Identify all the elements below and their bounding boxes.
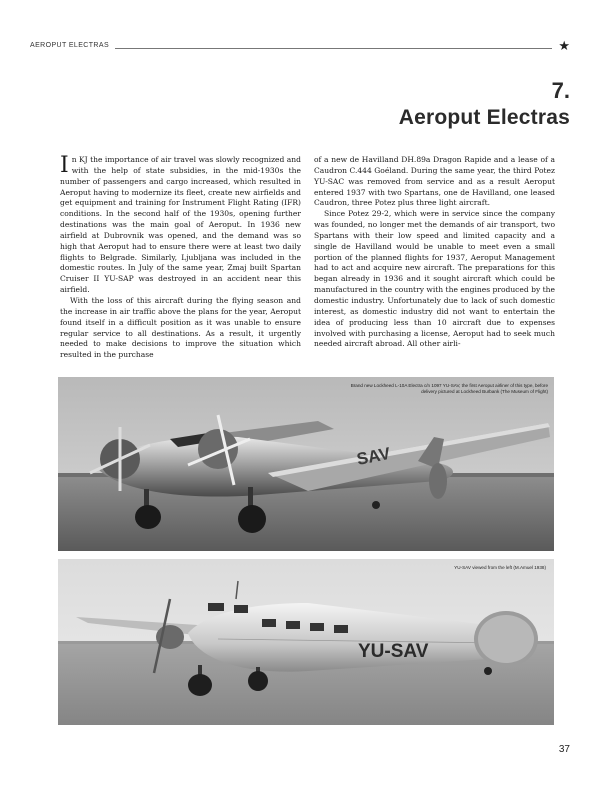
aircraft-photo-2 (58, 559, 554, 725)
body-text (60, 155, 555, 365)
aircraft-photo-1 (58, 377, 554, 551)
header-rule (115, 48, 552, 49)
paragraph: With the loss of this aircraft during the flying season and the increase in air traffic above the plans for the year, Aeroput found itself in a difficult position as it was unable to ensure regular service to all destinations. As a result, it urgently needed to make decisions to improve the situation which resulted in the purchase (60, 295, 301, 360)
chapter-number: 7. (551, 78, 570, 103)
running-head-text: AEROPUT ELECTRAS (30, 42, 110, 49)
paragraph: In KJ the importance of air travel was slowly recognized and with the help of state subsidies, in the mid-1930s the number of passengers and cargo increased, which resulted in Aeroput having to modernize its fleet, create new airfields and get equipment and training for Instrument Flight Rating (IFR) conditions. In the second half of the 1930s, opening further destinations was the main goal of Aeroput. In 1936 new airfield at Dubrovnik was opened, and the demand was so high that Aeroput had to ensure there were at least two daily flights to Belgrade. Similarly, Ljubljana was included in the domestic routes. In July of the same year, Zmaj built Spartan Cruiser II YU-SAP was destroyed in an accident near this airfield. (60, 153, 301, 295)
paragraph: of a new de Havilland DH.89a Dragon Rapide and a lease of a Caudron C.444 Goéland. During the same year, the third Potez YU-SAC was removed from service and as a result Aeroput entered 1937 with two Spartans, one de Havilland, one leased Caudron, three Potez plus three light aircraft. (314, 155, 555, 208)
paragraph: Since Potez 29-2, which were in service since the company was founded, no longer met the demands of air transport, two Spartans with their low speed and limited capacity and a single de Havilland would be unable to meet even a small portion of the planned flights for 1937, Aeroput Management had to act and acquire new aircraft. The preparations for this began already in 1936 and it sought aircraft which could be manufactured in the country with the engines produced by the domestic industry. Unfortunately due to lack of such domestic interest, as domestic industry did not want to entertain the idea of producing less than 10 aircraft due to expenses involved with purchasing a license, Aeroput had to seek much needed aircraft abroad. All other airli- (314, 209, 555, 349)
star-icon: ★ (558, 39, 570, 54)
left-column (60, 155, 301, 361)
right-column (314, 155, 555, 350)
photo-yu-sav-left (58, 559, 554, 725)
photo-caption: YU-SAV viewed from the left (M.Amuel 1938) (454, 565, 546, 570)
fuselage-registration: YU-SAV (358, 641, 429, 662)
page-number: 37 (558, 744, 570, 755)
photo-electra-burbank (58, 377, 554, 551)
photo-caption: Brand new Lockheed L-10A Electra c/n 1097 YU-SAV, the first Aeroput airliner of this type, before delivery pictured at Lockheed Burbank (The Museum of Flight) (350, 383, 548, 395)
drop-cap: I (60, 153, 69, 178)
chapter-title: Aeroput Electras (398, 106, 570, 129)
wing-registration: SAV (355, 443, 392, 469)
running-header (30, 40, 570, 56)
